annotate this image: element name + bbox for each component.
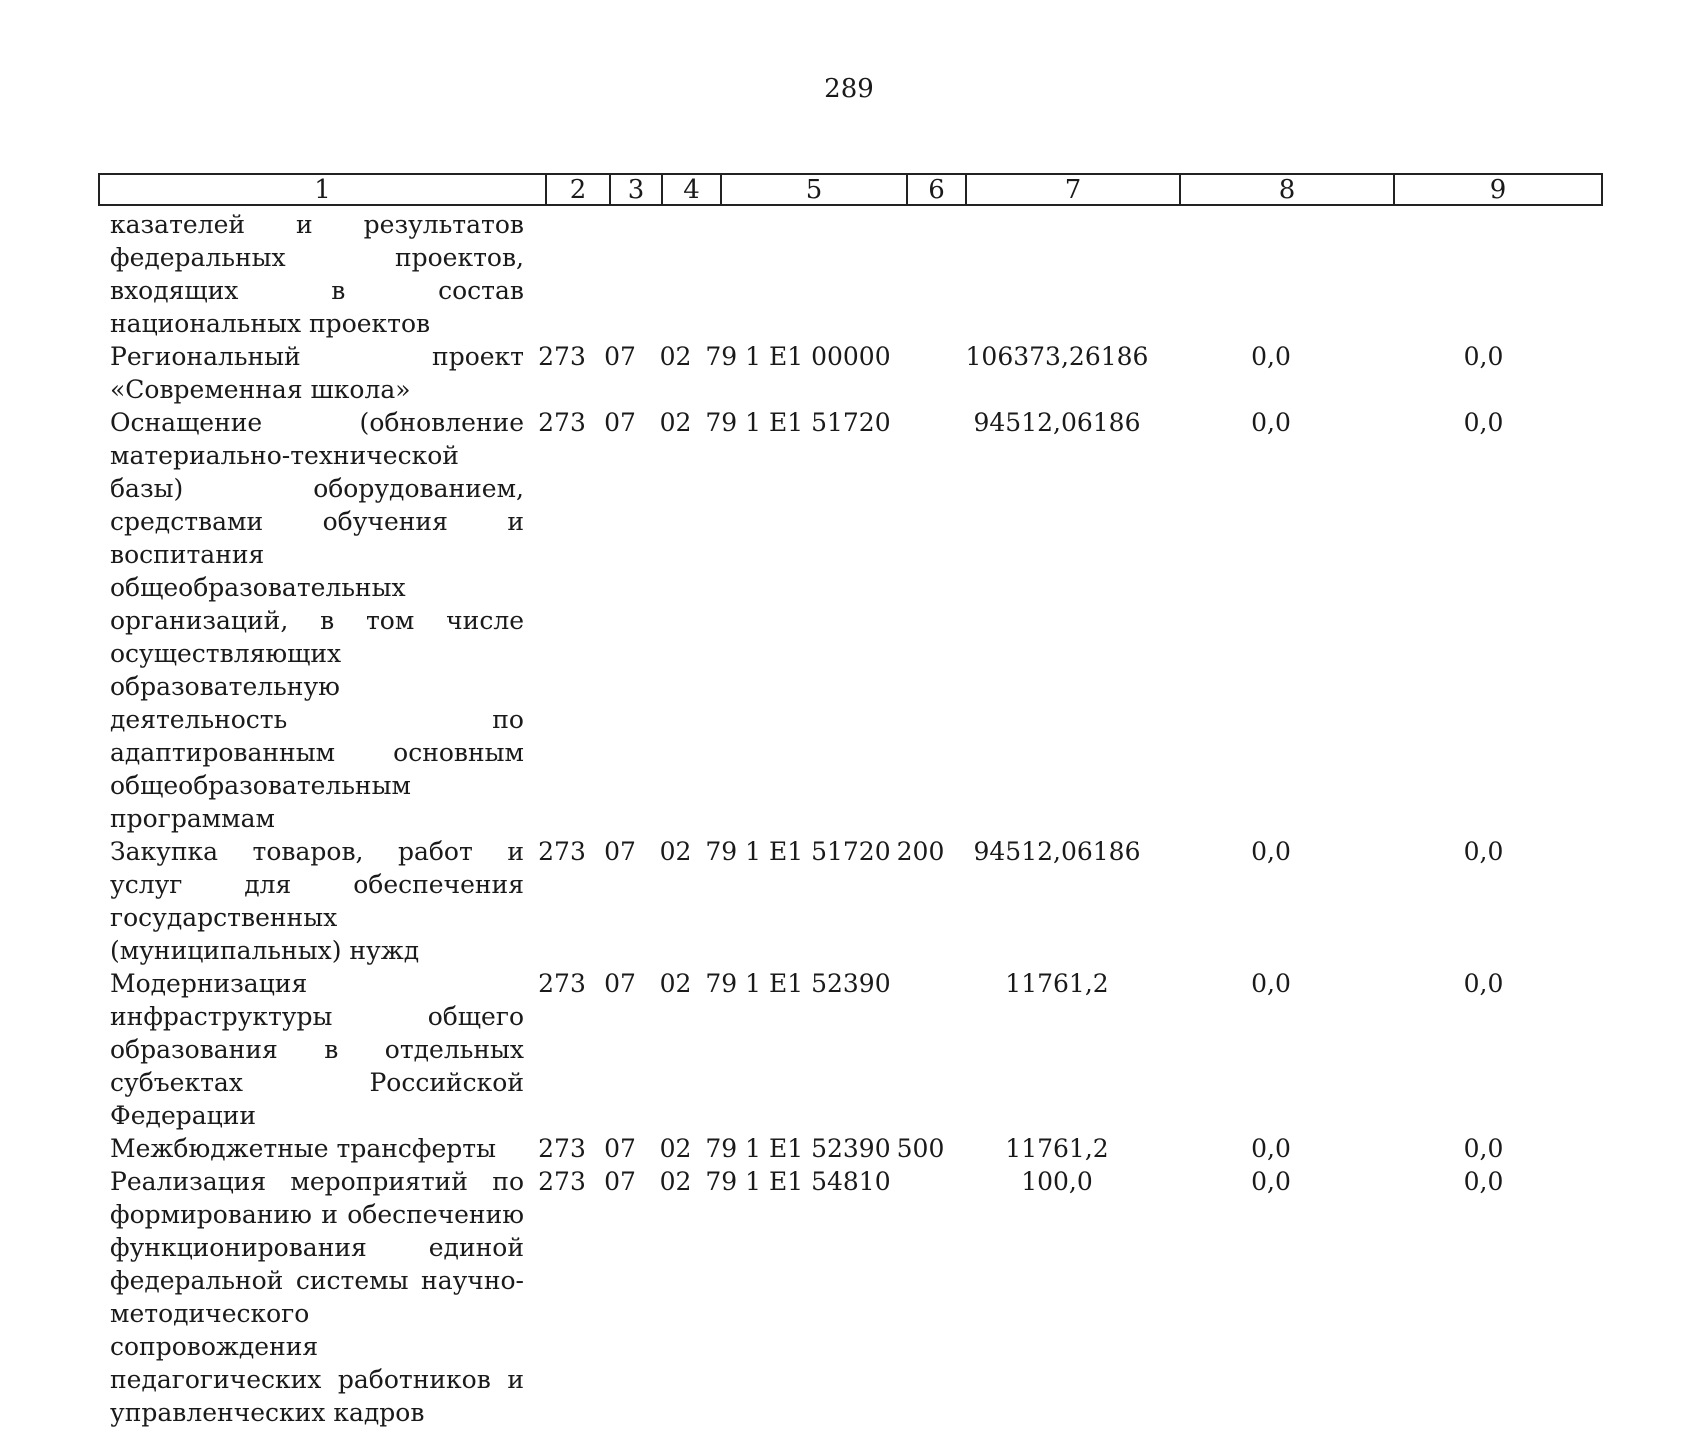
col-8-value: 0,0 <box>1251 969 1291 998</box>
row-description: Оснащение (обновление материально-технической базы) оборудованием, средствами обучения и воспитания общеобразовательных организаций, в том числе осуществляющих образовательную деятельность по адаптированным основным общеобразовательным программам <box>110 408 524 833</box>
col-9-value: 0,0 <box>1463 408 1504 437</box>
col-4-value: 02 <box>659 1167 692 1196</box>
col-2-value <box>530 208 594 340</box>
col-2-value: 273 <box>538 342 586 371</box>
header-col-5: 5 <box>722 175 908 204</box>
col-6-value <box>891 1165 950 1429</box>
col-7-value: 11761,2 <box>1005 1134 1109 1163</box>
col-5-value <box>705 208 891 340</box>
table-row <box>98 835 1603 967</box>
col-6-value <box>891 406 950 835</box>
header-col-7: 7 <box>967 175 1181 204</box>
col-7-value: 100,0 <box>1021 1167 1093 1196</box>
col-5-value: 79 1 E1 54810 <box>705 1167 891 1196</box>
col-7-value <box>950 208 1164 340</box>
col-6-value <box>891 340 950 406</box>
col-3-value: 07 <box>604 837 636 866</box>
col-3-value: 07 <box>604 342 636 371</box>
col-5-value: 79 1 E1 51720 <box>705 837 891 866</box>
row-description: Реализация мероприятий по формированию и обеспечению функционирования единой федеральной системы научно-методического сопровождения педагогических работников и управленческих кадров <box>110 1167 524 1427</box>
col-9-value: 0,0 <box>1463 837 1504 866</box>
col-6-value <box>891 208 950 340</box>
col-4-value: 02 <box>659 1134 692 1163</box>
col-5-value: 79 1 E1 52390 <box>705 969 891 998</box>
col-8-value: 0,0 <box>1251 408 1291 437</box>
header-col-6: 6 <box>908 175 967 204</box>
col-9-value: 0,0 <box>1463 342 1504 371</box>
header-col-3: 3 <box>611 175 663 204</box>
col-3-value: 07 <box>604 408 636 437</box>
col-5-value: 79 1 E1 51720 <box>705 408 891 437</box>
col-4-value: 02 <box>659 342 692 371</box>
col-4-value: 02 <box>659 969 692 998</box>
table-row <box>98 208 1603 340</box>
header-col-2: 2 <box>547 175 611 204</box>
page-number: 289 <box>824 74 874 104</box>
header-col-1: 1 <box>100 175 547 204</box>
col-6-value <box>891 967 950 1132</box>
col-9-value: 0,0 <box>1463 1134 1504 1163</box>
col-8-value: 0,0 <box>1251 1167 1291 1196</box>
col-6-value: 200 <box>896 837 945 866</box>
row-description: Межбюджетные трансферты <box>110 1134 497 1163</box>
col-8-value: 0,0 <box>1251 342 1291 371</box>
table-row <box>98 340 1603 406</box>
col-3-value: 07 <box>604 1167 636 1196</box>
row-description: Модернизация инфраструктуры общего образования в отдельных субъектах Российской Федерации <box>110 969 524 1130</box>
col-4-value: 02 <box>659 837 692 866</box>
col-2-value: 273 <box>538 1134 586 1163</box>
header-col-9: 9 <box>1489 175 1507 205</box>
col-3-value: 07 <box>604 1134 636 1163</box>
header-col-4: 4 <box>663 175 722 204</box>
table-row <box>98 406 1603 835</box>
col-3-value <box>594 208 646 340</box>
col-4-value <box>646 208 705 340</box>
col-8-value: 0,0 <box>1251 837 1291 866</box>
table-body <box>98 208 1603 1429</box>
col-2-value: 273 <box>538 969 586 998</box>
col-5-value: 79 1 E1 00000 <box>705 342 891 371</box>
col-7-value: 11761,2 <box>1005 969 1109 998</box>
col-7-value: 94512,06186 <box>973 837 1141 866</box>
col-7-value: 94512,06186 <box>973 408 1141 437</box>
col-2-value: 273 <box>538 837 586 866</box>
col-9-value: 0,0 <box>1463 969 1504 998</box>
row-description: Закупка товаров, работ и услуг для обеспечения государственных (муниципальных) нужд <box>110 837 524 965</box>
col-6-value: 500 <box>896 1134 945 1163</box>
header-col-8: 8 <box>1181 175 1395 204</box>
col-7-value: 106373,26186 <box>965 342 1149 371</box>
col-9-value <box>1378 208 1589 340</box>
col-5-value: 79 1 E1 52390 <box>705 1134 891 1163</box>
table-header <box>98 173 1603 206</box>
col-4-value: 02 <box>659 408 692 437</box>
col-3-value: 07 <box>604 969 636 998</box>
col-8-value: 0,0 <box>1251 1134 1291 1163</box>
table-row <box>98 1165 1603 1429</box>
col-2-value: 273 <box>538 1167 586 1196</box>
table-row <box>98 1132 1603 1165</box>
row-description: казателей и результатов федеральных проектов, входящих в состав национальных проектов <box>110 210 524 338</box>
row-description: Региональный проект «Современная школа» <box>110 342 524 404</box>
table-row <box>98 967 1603 1132</box>
col-9-value: 0,0 <box>1463 1167 1504 1196</box>
col-8-value <box>1164 208 1378 340</box>
col-2-value: 273 <box>538 408 586 437</box>
